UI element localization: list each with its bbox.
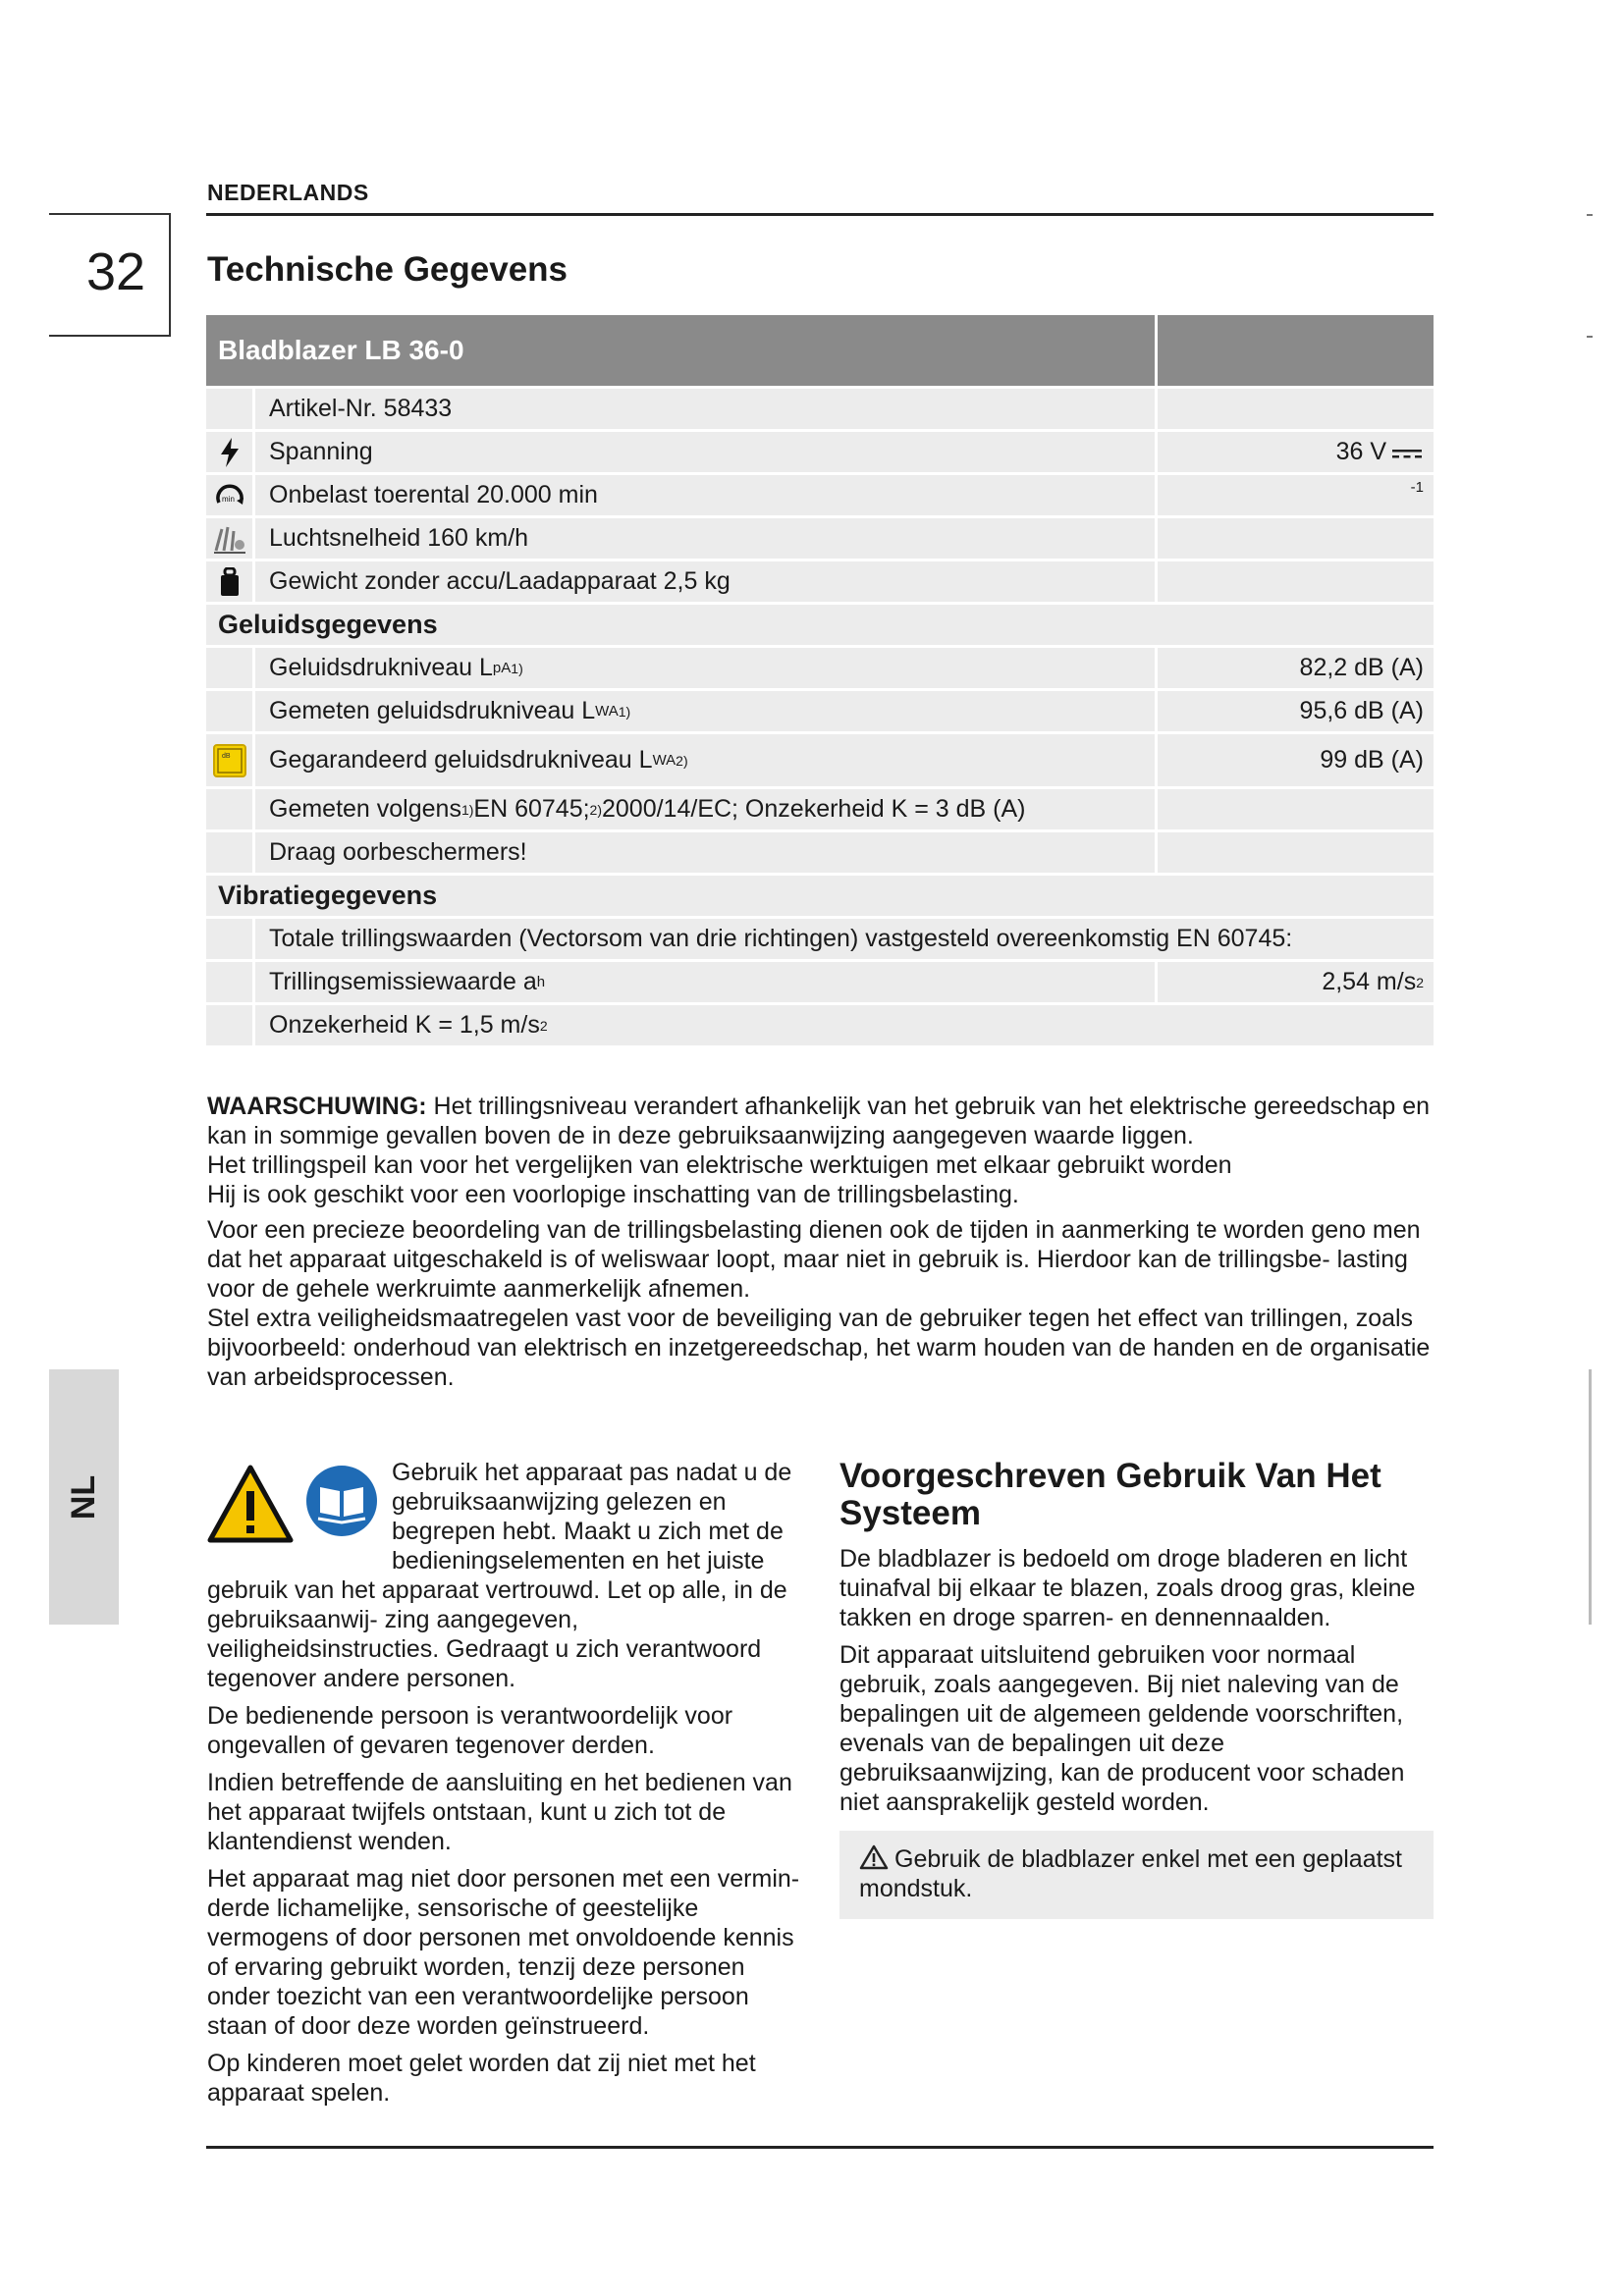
table-header — [206, 315, 1434, 386]
voltage-value: 36 V — [1336, 432, 1424, 472]
table-row: dB Gegarandeerd geluidsdrukniveau L WA 2) 99 dB (A) — [206, 731, 1434, 786]
spec-table — [206, 315, 1434, 1045]
table-row: Onzekerheid K = 1,5 m/s 2 — [206, 1002, 1434, 1045]
header-rule — [206, 213, 1434, 216]
dc-symbol-icon — [1390, 444, 1424, 461]
svg-text:min: min — [221, 494, 235, 504]
table-row: Gemeten geluidsdrukniveau L WA 1) 95,6 dB (A) — [206, 688, 1434, 731]
lightning-icon — [206, 432, 255, 472]
edge-mark — [1589, 1369, 1592, 1625]
side-tab-label: NL — [64, 1474, 102, 1520]
rotation-speed-icon — [206, 475, 255, 515]
guaranteed-noise-label-icon — [206, 734, 255, 786]
weight-icon — [206, 561, 255, 602]
page-number: 32 — [85, 242, 146, 301]
table-row: Luchtsnelheid 160 km/h — [206, 515, 1434, 559]
vibration-section-heading: Vibratiegegevens — [206, 873, 1434, 916]
language-header: NEDERLANDS — [207, 180, 369, 205]
table-row: Gewicht zonder accu/Laadapparaat 2,5 kg — [206, 559, 1434, 602]
safety-icons — [207, 1464, 382, 1554]
caution-icon — [859, 1844, 889, 1870]
table-row: Gemeten volgens 1) EN 60745; 2) 2000/14/EC; Onzekerheid K = 3 dB (A) — [206, 786, 1434, 829]
air-speed-icon — [206, 518, 255, 559]
table-title: Bladblazer LB 36-0 — [218, 335, 464, 365]
noise-section-heading: Geluidsgegevens — [206, 602, 1434, 645]
warning-label: WAARSCHUWING: — [207, 1093, 427, 1120]
nozzle-note: Gebruik de bladblazer enkel met een geplaatst mondstuk. — [839, 1831, 1434, 1919]
svg-text:dB: dB — [221, 752, 231, 760]
table-row: Artikel-Nr. 58433 — [206, 386, 1434, 429]
language-side-tab — [49, 1369, 119, 1625]
warning-triangle-icon — [207, 1464, 294, 1544]
table-row: Geluidsdrukniveau L pA 1) 82,2 dB (A) — [206, 645, 1434, 688]
footer-rule — [206, 2146, 1434, 2149]
table-row: Draag oorbeschermers! — [206, 829, 1434, 873]
vibration-warning: WAARSCHUWING: Het trillingsniveau verandert afhankelijk van het gebruik van het elektrische gereedschap en kan in sommige gevallen boven de in deze gebruiksaanwijzing aangegeven waarde liggen. Het trillingspeil kan voor het vergelijken van elektrische werktuigen met elkaar gebruikt worden Hij is ook geschikt voor een voorlopige inschatting van de trillingsbelasting. Voor een precieze beoordeling van de trillingsbelasting dienen ook de tijden in aanmerking te worden geno men dat het apparaat uitgeschakeld is of weliswaar loopt, maar niet in gebruik is. Hierdoor kan de trillingsbe- lasting voor de gehele werkruimte aanmerkelijk afnemen. Stel extra veiligheidsmaatregelen vast voor de beveiliging van de gebruiker tegen het effect van trillingen, zoals bijvoorbeeld: onderhoud van elektrisch en inzetgereedschap, het warm houden van de handen en de organisatie van arbeidsprocessen. — [207, 1093, 1431, 1391]
section-title: Technische Gegevens — [207, 250, 568, 289]
edge-mark — [1587, 336, 1593, 338]
table-row: Totale trillingswaarden (Vectorsom van drie richtingen) vastgesteld overeenkomstig EN 60745: — [206, 916, 1434, 959]
read-manual-icon — [304, 1464, 379, 1538]
safety-instructions: Gebruik het apparaat pas nadat u de gebruiksaanwijzing gelezen en begrepen hebt. Maakt u zich met de bedieningselementen en het juiste gebruik van het apparaat vertrouwd. Let op alle, in de gebruiksaanwij- zing aangegeven, veiligheidsinstructies. Gedraagt u zich verantwoord tegenover andere personen. De bedienende persoon is verantwoordelijk voor ongevallen of gevaren tegenover derden. Indien betreffende de aansluiting en het bedienen van het apparaat twijfels ontstaan, kunt u zich tot de klantendienst wenden. Het apparaat mag niet door personen met een vermin- derde lichamelijke, sensorische of geestelijke vermogens of door personen met onvoldoende kennis of ervaring gebruikt worden, tenzij deze personen onder toezicht van een verantwoordelijke persoon staan of door deze worden geïnstrueerd. Op kinderen moet gelet worden dat zij niet met het apparaat spelen. — [207, 1459, 800, 2107]
table-row: Spanning 36 V — [206, 429, 1434, 472]
table-row: min Onbelast toerental 20.000 min -1 — [206, 472, 1434, 515]
table-row: Trillingsemissiewaarde a h 2,54 m/s 2 — [206, 959, 1434, 1002]
intended-use-title: Voorgeschreven Gebruik Van Het Systeem — [839, 1457, 1381, 1532]
edge-mark — [1587, 214, 1593, 216]
intended-use: Voorgeschreven Gebruik Van Het Systeem De bladblazer is bedoeld om droge bladeren en licht tuinafval bij elkaar te blazen, zoals droog gras, kleine takken en droge sparren- en dennennaalden. Dit apparaat uitsluitend gebruiken voor normaal gebruik, zoals aangegeven. Bij niet naleving van de bepalingen uit de algemeen geldende voorschriften, evenals van de bepalingen uit deze gebruiksaanwijzing, kan de producent voor schaden niet aansprakelijk gesteld worden. Gebruik de bladblazer enkel met een geplaatst mondstuk. — [839, 1458, 1434, 1919]
